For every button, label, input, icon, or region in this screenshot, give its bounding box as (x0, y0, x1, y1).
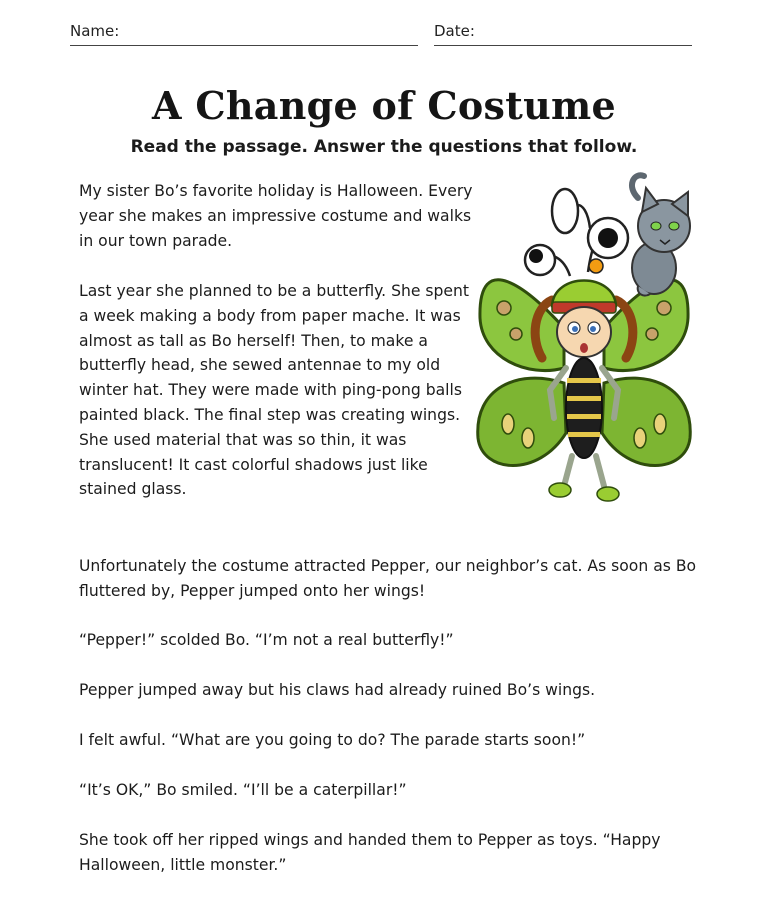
passage-paragraph-4: “Pepper!” scolded Bo. “I’m not a real butterfly!” (79, 631, 454, 649)
passage-paragraph-5: Pepper jumped away but his claws had already ruined Bo’s wings. (79, 681, 596, 699)
instructions: Read the passage. Answer the questions that follow. (130, 137, 638, 157)
antenna-left (525, 245, 570, 276)
passage-paragraph-1: My sister Bo’s favorite holiday is Halloween. Every year she makes an impressive costume and walks in our town parade. (79, 182, 473, 250)
name-label: Name: (70, 22, 120, 40)
date-label: Date: (434, 22, 475, 40)
butterfly-costume-illustration (468, 168, 708, 520)
passage-paragraph-7: “It’s OK,” Bo smiled. “I’ll be a caterpillar!” (79, 781, 407, 799)
pepper-cat (632, 175, 690, 295)
passage-paragraph-2: Last year she planned to be a butterfly. She spent a week making a body from paper mache. It was almost as tall as Bo herself! Then, to make a butterfly head, she sewed antennae to my old winter hat. They were made with ping-pong balls painted black. The final step was creating wings. She used material that was so thin, it was translucent! It cast colorful shadows just like stained glass. (79, 282, 470, 499)
hat-pompom (589, 259, 603, 273)
passage-paragraph-3: Unfortunately the costume attracted Pepper, our neighbor’s cat. As soon as Bo fluttered by, Pepper jumped onto her wings! (79, 557, 697, 600)
girl-face (557, 307, 611, 357)
page-title: A Change of Costume (152, 83, 616, 128)
name-field-line[interactable] (70, 45, 418, 46)
date-field-line[interactable] (434, 45, 692, 46)
antenna-top-ball (552, 189, 578, 233)
worksheet-header (70, 22, 692, 48)
passage-paragraph-6: I felt awful. “What are you going to do? The parade starts soon!” (79, 731, 586, 749)
passage-paragraph-8: She took off her ripped wings and handed them to Pepper as toys. “Happy Halloween, little monster.” (79, 831, 661, 874)
